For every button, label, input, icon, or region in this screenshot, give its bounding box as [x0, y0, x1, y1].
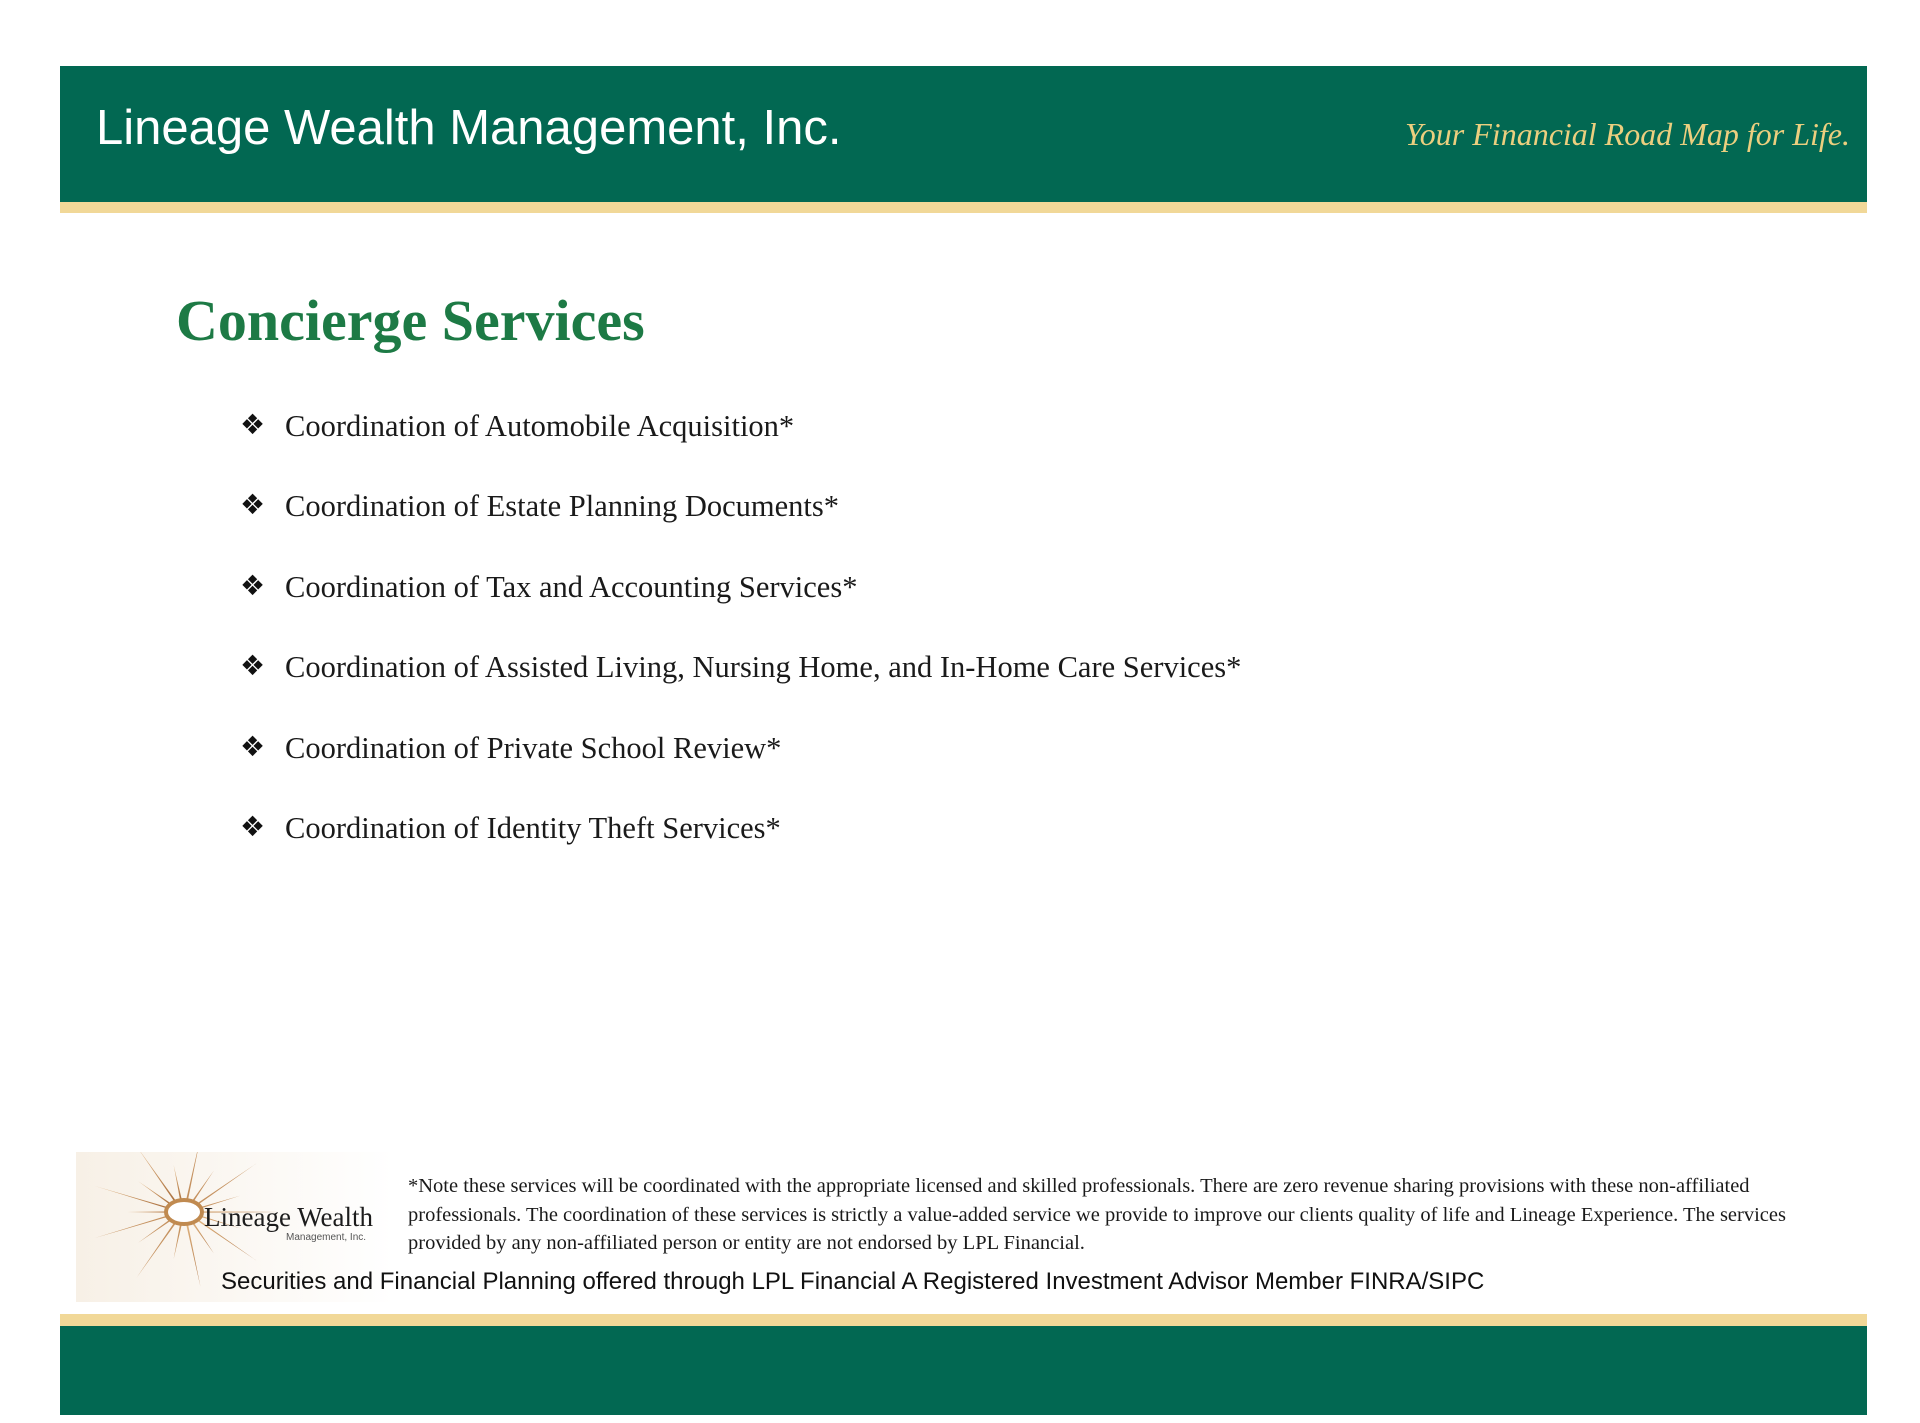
- securities-statement: Securities and Financial Planning offered through LPL Financial A Registered Investment Advisor Member FINRA/SIPC: [221, 1268, 1485, 1295]
- diamond-bullet-icon: ❖: [240, 568, 266, 602]
- service-text: Coordination of Identity Theft Services*: [285, 810, 781, 845]
- list-item: [240, 567, 1440, 647]
- service-text: Coordination of Private School Review*: [285, 730, 782, 765]
- header-divider: [60, 202, 1867, 213]
- diamond-bullet-icon: ❖: [240, 809, 266, 843]
- service-text: Coordination of Automobile Acquisition*: [285, 409, 795, 443]
- diamond-bullet-icon: ❖: [240, 488, 266, 522]
- list-item: [240, 647, 1440, 727]
- disclaimer-text: *Note these services will be coordinated with the appropriate licensed and skilled professionals. There are zero revenue sharing provisions with these non-affiliated professionals. The coordination of these services is strictly a value-added service we provide to improve our clients quality of life and Lineage Experience. The services provided by any non-affiliated person or entity are not endorsed by LPL Financial.: [408, 1175, 1786, 1254]
- footer-divider: [60, 1314, 1867, 1326]
- list-item: [240, 728, 1440, 808]
- diamond-bullet-icon: ❖: [240, 408, 266, 441]
- list-item: [240, 486, 1440, 566]
- tagline: Your Financial Road Map for Life.: [1404, 116, 1850, 152]
- service-text: Coordination of Estate Planning Documents*: [285, 489, 840, 524]
- service-text: Coordination of Assisted Living, Nursing Home, and In-Home Care Services*: [285, 650, 1242, 685]
- logo-subtitle: Management, Inc.: [286, 1232, 367, 1243]
- logo-name: Lineage Wealth: [204, 1202, 374, 1232]
- services-list: [240, 406, 1440, 888]
- list-item: [240, 406, 1440, 486]
- service-text: Coordination of Tax and Accounting Services*: [285, 569, 858, 604]
- company-name: Lineage Wealth Management, Inc.: [96, 101, 842, 155]
- footer-bar: [60, 1326, 1867, 1415]
- list-item: [240, 808, 1440, 888]
- diamond-bullet-icon: ❖: [240, 729, 266, 763]
- diamond-bullet-icon: ❖: [240, 649, 266, 683]
- header-bar: [60, 66, 1867, 202]
- page-title: Concierge Services: [176, 288, 645, 353]
